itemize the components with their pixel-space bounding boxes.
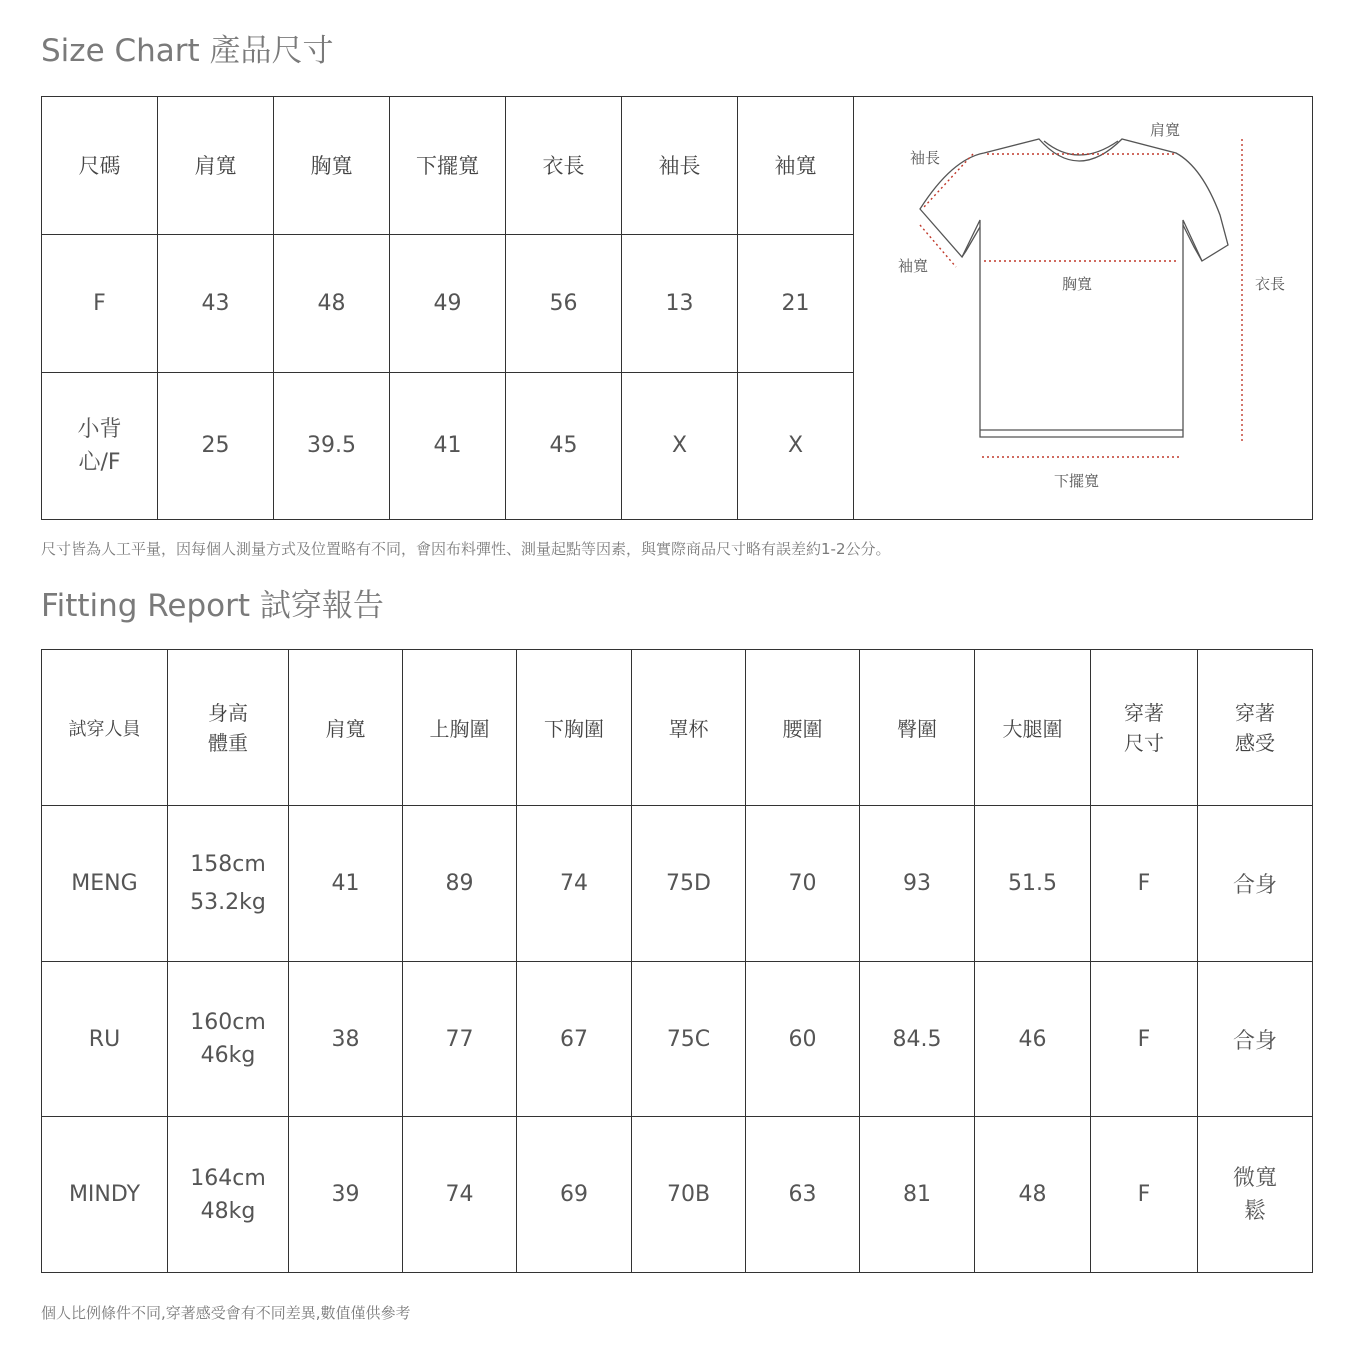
fitting-report-note: 個人比例條件不同,穿著感受會有不同差異,數值僅供參考 [41, 1304, 411, 1322]
cell-line: 體重 [208, 730, 248, 755]
fit-cell: F [1091, 962, 1198, 1117]
cell-line: 53.2kg [190, 889, 266, 915]
label-hem: 下擺寬 [1053, 472, 1099, 490]
fitting-report-table [41, 649, 1313, 1273]
size-chart-table [41, 96, 1313, 520]
size-cell: F [42, 234, 158, 372]
fit-header-cell: 罩杯 [632, 650, 746, 806]
fit-cell-multiline [168, 806, 289, 962]
size-header-cell: 衣長 [506, 97, 622, 235]
size-cell: X [622, 372, 738, 519]
size-header-cell: 肩寬 [158, 97, 274, 235]
fit-cell: 67 [517, 962, 632, 1117]
fit-header-cell: 試穿人員 [42, 650, 168, 806]
fit-header-cell: 肩寬 [289, 650, 403, 806]
size-cell: 25 [158, 372, 274, 519]
fit-cell: 51.5 [975, 806, 1091, 962]
size-chart-note: 尺寸皆為人工平量，因每個人測量方式及位置略有不同，會因布料彈性、測量起點等因素，與實際商品尺寸略有誤差約1-2公分。 [41, 540, 891, 558]
cell-line: 158cm [190, 852, 266, 878]
fit-header-cell: 上胸圍 [403, 650, 517, 806]
size-header-cell: 袖寬 [738, 97, 854, 235]
cell-line: 164cm [190, 1165, 266, 1191]
size-cell: 45 [506, 372, 622, 519]
fit-cell: MENG [42, 806, 168, 962]
cell-line: 身高 [208, 700, 248, 725]
fit-header-cell: 腰圍 [746, 650, 860, 806]
cell-line: 微寬 [1232, 1165, 1277, 1191]
label-sleeve-length: 袖長 [909, 149, 940, 167]
fit-cell: 81 [860, 1117, 975, 1273]
fit-header-cell [168, 650, 289, 806]
size-cell: 49 [390, 234, 506, 372]
fit-cell: 合身 [1198, 962, 1313, 1117]
size-header-cell: 尺碼 [42, 97, 158, 235]
fit-cell: 48 [975, 1117, 1091, 1273]
size-cell: 21 [738, 234, 854, 372]
table-row [42, 962, 1313, 1117]
fit-header-cell [1091, 650, 1198, 806]
size-cell: 43 [158, 234, 274, 372]
cell-line: 160cm [190, 1010, 266, 1035]
fit-cell: 70 [746, 806, 860, 962]
label-shoulder: 肩寬 [1149, 121, 1180, 139]
table-row [42, 1117, 1313, 1273]
tshirt-diagram [856, 97, 1311, 513]
fit-cell: 75D [632, 806, 746, 962]
size-header-cell: 胸寬 [274, 97, 390, 235]
size-header-cell: 下擺寬 [390, 97, 506, 235]
cell-line: 小背 [77, 416, 122, 442]
label-length: 衣長 [1254, 275, 1285, 293]
fit-header-cell: 下胸圍 [517, 650, 632, 806]
fit-cell: MINDY [42, 1117, 168, 1273]
fit-header-cell [1198, 650, 1313, 806]
fit-cell: 75C [632, 962, 746, 1117]
cell-line: 46kg [200, 1043, 256, 1068]
table-row [42, 806, 1313, 962]
fit-cell: F [1091, 1117, 1198, 1273]
tshirt-diagram-labels [898, 121, 1285, 490]
fit-cell: 70B [632, 1117, 746, 1273]
size-cell: 13 [622, 234, 738, 372]
fit-header-cell: 臀圍 [860, 650, 975, 806]
fit-cell: 77 [403, 962, 517, 1117]
cell-line: 48kg [200, 1198, 256, 1224]
fit-cell: 74 [403, 1117, 517, 1273]
cell-line: 鬆 [1243, 1198, 1266, 1224]
cell-line: 尺寸 [1124, 730, 1164, 755]
size-cell: X [738, 372, 854, 519]
label-chest: 胸寬 [1061, 275, 1092, 293]
fit-cell: 69 [517, 1117, 632, 1273]
fit-cell: 38 [289, 962, 403, 1117]
tshirt-diagram-cell [854, 97, 1313, 520]
fit-cell: 39 [289, 1117, 403, 1273]
fit-cell: F [1091, 806, 1198, 962]
size-cell-multiline [42, 372, 158, 519]
fitting-header-row [42, 650, 1313, 806]
cell-line: 感受 [1235, 730, 1275, 755]
fit-cell: 合身 [1198, 806, 1313, 962]
size-header-cell: 袖長 [622, 97, 738, 235]
fit-cell: 60 [746, 962, 860, 1117]
fit-cell: 46 [975, 962, 1091, 1117]
cell-line: 穿著 [1124, 700, 1164, 725]
fit-cell-multiline [168, 962, 289, 1117]
fit-cell: 93 [860, 806, 975, 962]
size-cell: 56 [506, 234, 622, 372]
fit-cell: 74 [517, 806, 632, 962]
cell-line: 心/F [78, 449, 121, 475]
size-chart-title: Size Chart 產品尺寸 [41, 33, 334, 69]
fit-cell: RU [42, 962, 168, 1117]
fit-cell: 41 [289, 806, 403, 962]
cell-line: 穿著 [1235, 700, 1275, 725]
fit-cell: 84.5 [860, 962, 975, 1117]
size-cell: 48 [274, 234, 390, 372]
fit-header-cell: 大腿圍 [975, 650, 1091, 806]
size-cell: 39.5 [274, 372, 390, 519]
fit-cell: 89 [403, 806, 517, 962]
fit-cell-multiline [168, 1117, 289, 1273]
size-cell: 41 [390, 372, 506, 519]
label-sleeve-width: 袖寬 [897, 257, 928, 275]
fit-cell: 63 [746, 1117, 860, 1273]
fit-cell-multiline [1198, 1117, 1313, 1273]
fitting-report-title: Fitting Report 試穿報告 [41, 588, 384, 624]
